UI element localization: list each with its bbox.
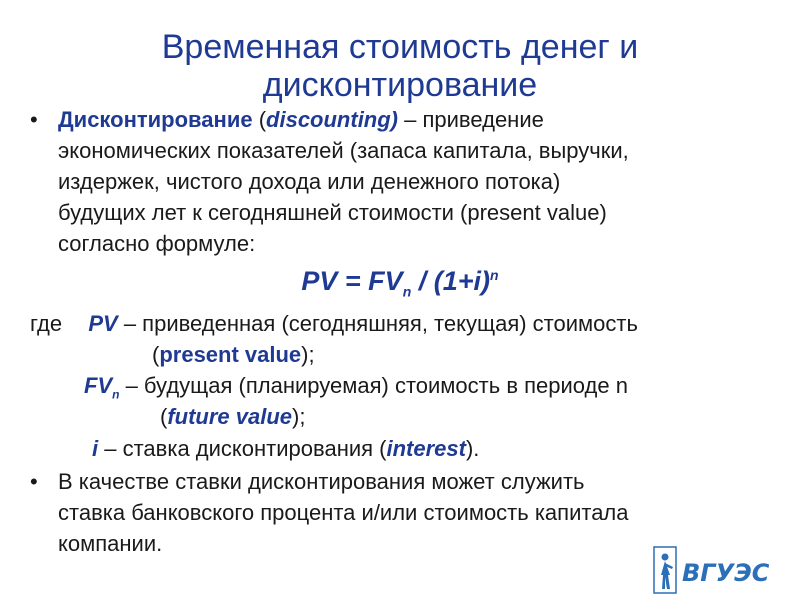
formula-sup: n — [490, 267, 499, 283]
pv-desc: – приведенная (сегодняшняя, текущая) стоимость — [117, 311, 638, 336]
formula — [0, 266, 800, 299]
def-i — [92, 433, 479, 464]
bullet-icon: • — [30, 469, 38, 494]
def-pv-en — [152, 339, 315, 370]
fv-term-sub: n — [112, 387, 120, 402]
bullet1-line-2: экономических показателей (запаса капитала, выручки, — [58, 138, 629, 163]
where-label: где — [30, 311, 63, 336]
slide-title — [60, 28, 740, 104]
fv-en-close: ); — [292, 404, 306, 429]
fv-desc: – будущая (планируемая) стоимость в периоде n — [119, 373, 628, 398]
bullet2-line-3: компании. — [58, 531, 163, 556]
pv-en-close: ); — [301, 342, 315, 367]
pv-en-open: ( — [152, 342, 160, 367]
formula-lhs: PV = FV — [301, 266, 403, 296]
pv-term: PV — [88, 311, 118, 336]
bullet2-line-1: В качестве ставки дисконтирования может служить — [58, 469, 585, 494]
title-line-2: дисконтирование — [262, 66, 538, 104]
bullet1-line-5: согласно формуле: — [58, 231, 256, 256]
formula-rhs: / (1+i) — [411, 266, 491, 296]
university-logo — [650, 545, 790, 595]
bullet1-line-3: издержек, чистого дохода или денежного потока) — [58, 169, 561, 194]
fv-term-text: FV — [84, 373, 113, 398]
def-pv — [30, 308, 638, 339]
bullet1-line1-rest: – приведение — [398, 107, 544, 132]
bullet2-line-2: ставка банковского процента и/или стоимость капитала — [58, 500, 629, 525]
title-line-1: Временная стоимость денег и — [161, 28, 639, 66]
i-close: ). — [465, 436, 480, 461]
fv-term — [84, 373, 120, 402]
logo-text: ВГУЭС — [682, 559, 770, 587]
i-desc: – ставка дисконтирования ( — [98, 436, 387, 461]
i-en: interest — [386, 436, 466, 461]
bullet-icon: • — [30, 107, 38, 132]
def-fv-en — [160, 401, 305, 432]
term-discounting: Дисконтирование — [58, 107, 253, 132]
bullet1-line-1 — [58, 104, 778, 135]
fv-en: future value — [167, 404, 293, 429]
bullet-discounting-text — [58, 104, 778, 259]
bullet1-line-4: будущих лет к сегодняшней стоимости (present value) — [58, 200, 607, 225]
pv-en: present value — [159, 342, 302, 367]
paren-open: ( — [252, 107, 267, 132]
formula-sub: n — [402, 283, 412, 300]
i-term: i — [92, 436, 99, 461]
figure-emblem-icon — [650, 545, 790, 595]
term-discounting-en: discounting) — [266, 107, 399, 132]
fv-en-open: ( — [160, 404, 168, 429]
